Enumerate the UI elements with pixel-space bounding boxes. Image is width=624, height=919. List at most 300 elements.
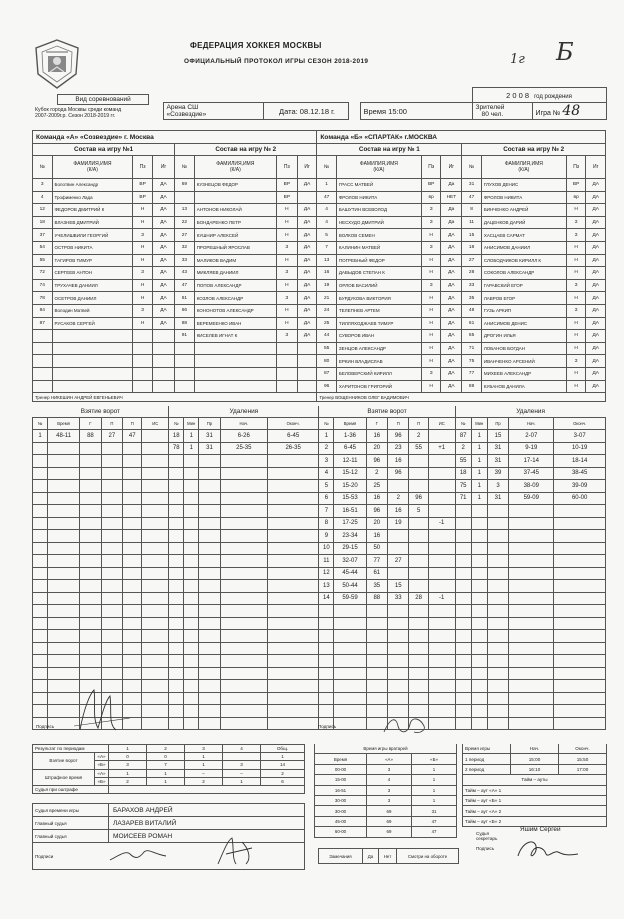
goal-cell [388, 667, 409, 680]
player-number [33, 342, 53, 355]
player-number: 55 [33, 254, 53, 267]
player-number [33, 380, 53, 393]
game-number: 48 [562, 103, 581, 119]
goal-cell: 1 [33, 430, 48, 443]
player-position [133, 380, 153, 393]
goal-cell [33, 680, 48, 693]
penalty-cell [267, 655, 318, 668]
penalty-cell [220, 567, 267, 580]
player-plays: ДА [297, 330, 317, 343]
goal-cell [123, 492, 142, 505]
penalty-cell [199, 692, 220, 705]
goal-cell [48, 542, 80, 555]
col-position-head: Пз [566, 156, 586, 179]
penalty-cell [455, 717, 471, 730]
end-head: Оконч. [559, 744, 607, 754]
player-position: Н [276, 254, 297, 267]
roster-row [33, 191, 606, 204]
goal-cell: 1 [319, 430, 334, 443]
goal-cell [388, 680, 409, 693]
goal-cell [80, 467, 101, 480]
player-number: 48 [462, 304, 482, 317]
player-number [175, 367, 195, 380]
penalty-cell [184, 667, 199, 680]
player-number: 84 [33, 304, 53, 317]
goal-cell [80, 655, 101, 668]
player-name: ВЛАЗНЕВ ДМИТРИЙ [52, 216, 133, 229]
player-plays [297, 342, 317, 355]
penalty-cell [455, 705, 471, 718]
penalty-cell [471, 555, 487, 568]
player-number: 16 [317, 267, 337, 280]
player-name: КОЗЛОВ АЛЕКСАНДР [194, 292, 276, 305]
player-plays: ДА [297, 279, 317, 292]
summary-cell: – [223, 769, 261, 777]
goalie-row [315, 806, 457, 816]
player-number: 13 [317, 254, 337, 267]
penalty-cell [554, 530, 606, 543]
player-position: Н [421, 355, 441, 368]
penalty-cell [184, 692, 199, 705]
penalty-cell [220, 667, 267, 680]
player-position: Н [133, 292, 153, 305]
goal-cell [33, 692, 48, 705]
player-position: Н [421, 229, 441, 242]
goal-cell [388, 567, 409, 580]
penalty-cell [199, 667, 220, 680]
penalty-cell [509, 592, 554, 605]
penalty-cell [554, 542, 606, 555]
goal-cell [409, 567, 428, 580]
penalty-cell [199, 542, 220, 555]
penalty-cell [267, 680, 318, 693]
player-position: Н [421, 304, 441, 317]
goal-cell [101, 555, 122, 568]
player-plays: ДА [586, 267, 606, 280]
col-name-ka: (К/А) [373, 167, 385, 173]
player-number: 74 [33, 279, 53, 292]
player-name: АНИСИМОВ ДАНИИЛ [481, 241, 566, 254]
player-position [133, 330, 153, 343]
goal-cell [123, 592, 142, 605]
goal-cell [48, 467, 80, 480]
goal-cell: 48-11 [48, 430, 80, 443]
player-plays [152, 355, 174, 368]
penalty-cell [509, 555, 554, 568]
player-number: 21 [317, 292, 337, 305]
penalty-cell [471, 667, 487, 680]
goal-cell [33, 580, 48, 593]
penalty-cell [487, 717, 508, 730]
goalie-cell: 60-00 [315, 827, 367, 837]
penalty-cell [184, 717, 199, 730]
penalty-cell [199, 555, 220, 568]
goal-cell [428, 580, 455, 593]
goalie-cell: 47 [412, 816, 457, 826]
goal-cell [33, 642, 48, 655]
penalty-cell [267, 567, 318, 580]
player-plays: ДА [441, 292, 462, 305]
goal-cell [409, 642, 428, 655]
penalty-cell [220, 467, 267, 480]
player-plays: ДА [441, 355, 462, 368]
goal-cell: 15-53 [334, 492, 366, 505]
penalty-cell [220, 692, 267, 705]
player-position: Н [421, 330, 441, 343]
goal-cell [142, 680, 169, 693]
main-ref-label: Главный судья [33, 817, 109, 830]
goal-cell [334, 692, 366, 705]
penalty-cell [220, 705, 267, 718]
penalty-cell [554, 655, 606, 668]
player-position: З [276, 241, 297, 254]
penalty-cell [199, 567, 220, 580]
goal-cell [48, 605, 80, 618]
player-name: ТАГИРОВ ТИМУР [52, 254, 133, 267]
player-position: ВР [566, 179, 586, 192]
goal-cell [123, 642, 142, 655]
penalty-cell: 31 [487, 455, 508, 468]
penalty-cell [220, 630, 267, 643]
player-number: 19 [317, 279, 337, 292]
goal-cell [142, 530, 169, 543]
penalty-cell [471, 655, 487, 668]
goal-cell [319, 642, 334, 655]
summary-b-tag: «Б» [95, 761, 109, 769]
goalie-cell: 3 [367, 764, 412, 774]
player-plays: ДА [586, 380, 606, 393]
goal-cell [123, 617, 142, 630]
col-number-head: № [175, 156, 195, 179]
player-name: БАШУТИН ВСЕВОЛОД [336, 204, 421, 217]
penalty-cell [199, 580, 220, 593]
goal-cell [428, 655, 455, 668]
player-number: 13 [175, 204, 195, 217]
col-name-head [336, 156, 421, 179]
player-plays: ДА [586, 304, 606, 317]
goal-cell [33, 442, 48, 455]
game-date: Дата: 08.12.18 г. [263, 103, 348, 120]
penalty-cell [184, 480, 199, 493]
federation-title: ФЕДЕРАЦИЯ ХОККЕЯ МОСКВЫ [190, 41, 322, 50]
penalty-cell [554, 517, 606, 530]
penalty-cell [455, 617, 471, 630]
team-a-title: Команда «А» «Созвездие» г. Москва [33, 131, 317, 144]
goal-cell [48, 555, 80, 568]
remarks-yes-option[interactable]: Да [363, 849, 379, 864]
period-total-head: Общ. [261, 745, 305, 753]
goal-cell [48, 480, 80, 493]
player-plays: Да [441, 204, 462, 217]
player-position: Н [566, 241, 586, 254]
goal-cell: 16 [366, 430, 387, 443]
goal-col-head: № [319, 418, 334, 430]
player-plays: ДА [441, 380, 462, 393]
goal-col-head: П [101, 418, 122, 430]
main-ref-2-label: Главный судья [33, 830, 109, 843]
goal-cell [409, 517, 428, 530]
goal-cell [428, 680, 455, 693]
goal-cell: -1 [428, 592, 455, 605]
goal-row [33, 617, 606, 630]
goal-cell [142, 567, 169, 580]
goal-cell: 25 [366, 480, 387, 493]
summary-cell: 1 [109, 769, 147, 777]
goal-cell [388, 692, 409, 705]
player-name: СЕРГЕЕВ АНТОН [52, 267, 133, 280]
goal-cell [48, 667, 80, 680]
goal-cell [142, 605, 169, 618]
penalty-cell: 78 [169, 442, 184, 455]
goal-cell [142, 505, 169, 518]
penalty-cell [471, 605, 487, 618]
summary-cell: 0 [147, 753, 185, 761]
protocol-header [0, 0, 624, 92]
roster-row [33, 342, 606, 355]
player-number: 87 [33, 317, 53, 330]
player-position: Н [276, 204, 297, 217]
penalty-cell [199, 717, 220, 730]
penalty-cell [267, 592, 318, 605]
penalty-cell [199, 505, 220, 518]
goal-cell: 1-36 [334, 430, 366, 443]
player-number: 7 [317, 241, 337, 254]
player-name: БЕЛОВЕРСКИЙ КИРИЛЛ [336, 367, 421, 380]
goal-cell [123, 455, 142, 468]
goalie-cell: 69 [367, 806, 412, 816]
penalty-cell [169, 655, 184, 668]
penalty-cell [471, 530, 487, 543]
timeout-a-1: Тайм – аут «А» 1 [463, 785, 607, 795]
goal-cell: 5 [319, 480, 334, 493]
penalty-cell [169, 555, 184, 568]
judge-label: Судья при оштрафе [33, 785, 109, 793]
penalty-cell [184, 455, 199, 468]
player-name: ЛАВРОВ ЕГОР [481, 292, 566, 305]
player-number: 33 [175, 254, 195, 267]
goal-row [33, 430, 606, 443]
player-name: ТИЛЛЯХОДЖАЕВ ТИМУР [336, 317, 421, 330]
player-position: З [421, 216, 441, 229]
player-position: Н [133, 254, 153, 267]
player-name: РУСАКОВ СЕРГЕЙ [52, 317, 133, 330]
goal-cell: 7 [319, 505, 334, 518]
goal-cell [123, 630, 142, 643]
player-plays: ДА [586, 355, 606, 368]
remarks-label: Замечания [319, 849, 363, 864]
goal-cell: 45-44 [334, 567, 366, 580]
player-number: 27 [175, 229, 195, 242]
goal-cell [33, 705, 48, 718]
penalty-cell [554, 680, 606, 693]
player-name: ЗЕНЦОВ АЛЕКСАНДР [336, 342, 421, 355]
player-number: 72 [33, 267, 53, 280]
penalty-cell [267, 717, 318, 730]
goalie-cell: 16-51 [315, 785, 367, 795]
player-plays [152, 367, 174, 380]
player-plays: ДА [441, 330, 462, 343]
goal-cell [334, 642, 366, 655]
penalty-cell [199, 605, 220, 618]
goal-cell [428, 717, 455, 730]
player-plays [297, 191, 317, 204]
penalty-cell [199, 592, 220, 605]
penalty-cell: 38-09 [509, 480, 554, 493]
penalty-cell: 10-19 [554, 442, 606, 455]
player-number: 25 [317, 317, 337, 330]
goal-cell [123, 542, 142, 555]
goal-cell [334, 630, 366, 643]
penalty-cell [455, 580, 471, 593]
player-position [276, 380, 297, 393]
player-number [175, 342, 195, 355]
player-number: 4 [317, 204, 337, 217]
player-name: АНИСИМОВ ДЕНИС [481, 317, 566, 330]
player-number: 24 [317, 304, 337, 317]
goal-cell: 16 [366, 492, 387, 505]
player-position: Н [276, 216, 297, 229]
penalty-cell [184, 655, 199, 668]
goal-cell [319, 630, 334, 643]
player-name: БОНДАРЕНКО ПЕТР [194, 216, 276, 229]
col-plays-head: Иг [586, 156, 606, 179]
penalty-cell [455, 692, 471, 705]
penalty-cell [487, 680, 508, 693]
team-a-penalties-title: Удаления [169, 406, 319, 418]
col-name-ka: (К/А) [518, 167, 530, 173]
goal-cell [319, 680, 334, 693]
penalty-cell [184, 492, 199, 505]
player-position [276, 355, 297, 368]
penalty-cell [509, 517, 554, 530]
referee-signature-1 [108, 846, 168, 866]
player-number: 88 [175, 317, 195, 330]
penalty-col-head: Мин [184, 418, 199, 430]
penalty-cell [471, 580, 487, 593]
goal-cell [101, 655, 122, 668]
player-number: 69 [175, 179, 195, 192]
goal-row [33, 605, 606, 618]
goal-cell [428, 455, 455, 468]
player-position: Н [566, 267, 586, 280]
penalty-cell [220, 455, 267, 468]
penalty-cell: 39-09 [554, 480, 606, 493]
roster-row [33, 204, 606, 217]
penalty-cell [199, 455, 220, 468]
player-number: 47 [175, 279, 195, 292]
goal-cell [142, 642, 169, 655]
penalty-cell: 1 [471, 442, 487, 455]
player-name: СЛОБОДЧИКОВ КИРИЛЛ К [481, 254, 566, 267]
penalty-cell [455, 630, 471, 643]
col-number-head: № [317, 156, 337, 179]
player-number: 4 [33, 191, 53, 204]
goal-cell [142, 692, 169, 705]
col-plays-head: Иг [152, 156, 174, 179]
player-position: З [276, 292, 297, 305]
goal-cell [48, 567, 80, 580]
player-name: Болотвин Александр [52, 179, 133, 192]
penalty-cell [199, 630, 220, 643]
player-plays: ДА [441, 229, 462, 242]
player-name: МАЛИКОВ ВАДИМ [194, 254, 276, 267]
goal-col-head: Г [80, 418, 101, 430]
goal-cell [33, 455, 48, 468]
player-number: 22 [175, 216, 195, 229]
player-plays [297, 355, 317, 368]
penalty-cell [267, 642, 318, 655]
player-name [52, 367, 133, 380]
player-number: 80 [317, 355, 337, 368]
remarks-no-option[interactable]: Нет [379, 849, 397, 864]
player-name: ТЕЛЕПНЕВ АРТЕМ [336, 304, 421, 317]
player-number: 11 [462, 216, 482, 229]
remarks-table [318, 848, 459, 864]
goalie-cell: 47 [412, 827, 457, 837]
player-name: ДАВЫДОВ СТЕПАН К [336, 267, 421, 280]
player-plays: ДА [586, 204, 606, 217]
penalty-cell [487, 630, 508, 643]
summary-cell: 7 [147, 761, 185, 769]
penalty-cell [554, 592, 606, 605]
ref-signatures-label: Подписи [33, 843, 305, 870]
summary-cell: 1 [223, 777, 261, 785]
player-plays: ДА [441, 267, 462, 280]
goal-cell [123, 480, 142, 493]
player-name: ЕРКИН ВЛАДИСЛАВ [336, 355, 421, 368]
summary-cell: 1 [147, 777, 185, 785]
timeout-b-2: Тайм – аут «Б» 2 [463, 816, 607, 826]
player-number [175, 380, 195, 393]
player-name: ОСЕТРОВ ДАНИИЛ [52, 292, 133, 305]
penalty-cell: 6-26 [220, 430, 267, 443]
penalty-cell [184, 555, 199, 568]
goal-row [33, 567, 606, 580]
goal-cell: 88 [80, 430, 101, 443]
penalty-cell [169, 667, 184, 680]
player-position: З [133, 267, 153, 280]
goal-cell: 14 [319, 592, 334, 605]
goal-cell [48, 642, 80, 655]
player-number: 18 [462, 241, 482, 254]
penalty-col-head: Нач. [509, 418, 554, 430]
player-plays: ДА [441, 241, 462, 254]
goal-cell [142, 517, 169, 530]
player-number: 71 [462, 342, 482, 355]
summary-cell: 2 [185, 777, 223, 785]
penalty-cell: 9-19 [509, 442, 554, 455]
penalty-cell [455, 667, 471, 680]
competition-text-1: Кубок города Москвы среди команд [35, 106, 122, 113]
arena-line-2: «Созвездие» [166, 111, 207, 118]
rosters-table [32, 130, 606, 402]
goal-cell [409, 617, 428, 630]
goal-cell [428, 705, 455, 718]
goal-row [33, 542, 606, 555]
penalty-cell: 31 [199, 430, 220, 443]
start-head: Нач. [511, 744, 559, 754]
penalty-cell [199, 680, 220, 693]
goal-cell [409, 480, 428, 493]
player-name: ГАРАВСКИЙ ЕГОР [481, 279, 566, 292]
player-plays: ДА [441, 254, 462, 267]
player-name: ФРОЛОВ НИКИТА [336, 191, 421, 204]
goal-cell [101, 667, 122, 680]
player-name: ГРАСС МАТВЕЙ [336, 179, 421, 192]
roster-row [33, 279, 606, 292]
team-a-lineup-1: Состав на игру №1 [33, 144, 175, 156]
goal-cell [428, 430, 455, 443]
